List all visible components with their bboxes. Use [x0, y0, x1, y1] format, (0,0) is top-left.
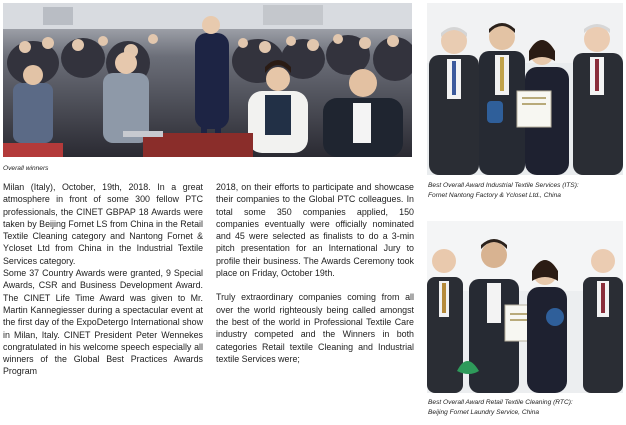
its-award-photo-illustration	[427, 3, 623, 175]
rtc-award-photo-illustration	[427, 221, 623, 393]
rtc-photo-caption	[428, 398, 623, 417]
its-caption-line1: Best Overall Award Industrial Textile Services (ITS):	[428, 182, 579, 189]
audience-photo	[3, 3, 412, 157]
article-paragraph-2: Some 37 Country Awards were granted, 9 Special Awards, CSR and Business Development Award. The CINET Life Time Award was given to Mr. Martin Kannegiesser during a spectacular event at the first day of the ExpoDetergo International show in Milan, Italy. CINET President Peter Wennekes congratulated in his welcome speech especially all winners of the Global Best Practices Awards Program	[3, 268, 203, 377]
article-paragraph-1: Milan (Italy), October, 19th, 2018. In a great atmosphere in front of some 300 fellow PTC professionals, the CINET GBPAP 18 Awards were taken by Beijing Fornet LS from China in the Retail Textile Cleaning category and Nantong Fornet & Ycloset Ltd from China in the Industrial Textile Services category.	[3, 182, 203, 266]
article-paragraph-4: Truly extraordinary companies coming from all over the world righteously being called amongst the best of the world in Professional Textile Care industry competed and the Winners in both categories Retail textile Cleaning and Industrial textile Services were;	[216, 292, 414, 364]
article-paragraph-3: 2018, on their efforts to participate and showcase their companies to the Global PTC colleagues. In total some 350 companies applied, 150 companies eventually were officially nominated and 45 were selected as finalists to do a 3-min pitch presentation for an International Jury to profile their business. The Awards Ceremony took place on Friday, October 19th.	[216, 182, 414, 279]
article-column-1	[3, 181, 203, 378]
audience-photo-illustration	[3, 3, 412, 157]
rtc-award-photo	[427, 221, 623, 393]
main-photo-caption: Overall winners	[3, 165, 49, 172]
rtc-caption-line1: Best Overall Award Retail Textile Cleaning (RTC):	[428, 399, 573, 406]
article-column-2	[216, 181, 414, 365]
its-photo-caption	[428, 181, 623, 200]
its-caption-line2: Fornet Nantong Factory & Ycloset Ltd., China	[428, 191, 561, 199]
rtc-caption-line2: Beijing Fornet Laundry Service, China	[428, 408, 540, 416]
its-award-photo	[427, 3, 623, 175]
